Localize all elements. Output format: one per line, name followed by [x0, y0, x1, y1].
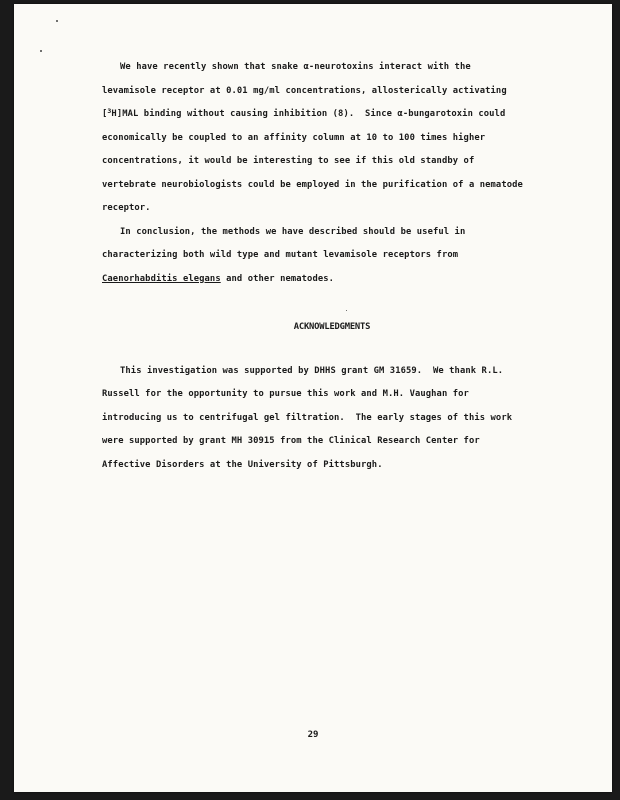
paragraph-1-line-1: We have recently shown that snake α-neurotoxins interact with the: [120, 62, 471, 72]
paragraph-2-line-3: [102, 268, 572, 292]
paragraph-1-line-5: concentrations, it would be interesting to see if this old standby of: [102, 156, 475, 166]
acknowledgments-line-4: were supported by grant MH 30915 from the Clinical Research Center for: [102, 436, 480, 446]
acknowledgments-line-2: Russell for the opportunity to pursue this work and M.H. Vaughan for: [102, 389, 469, 399]
paragraph-2-line-1: In conclusion, the methods we have described should be useful in: [120, 226, 466, 237]
acknowledgments-line-5: Affective Disorders at the University of Pittsburgh.: [102, 459, 383, 470]
acknowledgments-heading: ACKNOWLEDGMENTS: [293, 322, 371, 332]
paragraph-2-line-2: characterizing both wild type and mutant levamisole receptors from: [102, 250, 459, 260]
paragraph-2-line-3-text: and other nematodes.: [220, 273, 335, 284]
paragraph-1-line-4: economically be coupled to an affinity column at 10 to 100 times higher: [102, 132, 486, 143]
acknowledgments-line-1: This investigation was supported by DHHS grant GM 31659. We thank R.L.: [120, 365, 504, 376]
acknowledgments-line-3: introducing us to centrifugal gel filtration. The early stages of this work: [102, 412, 513, 423]
bracket-open: [: [102, 109, 108, 119]
body-text: [102, 56, 572, 477]
paragraph-1-line-2: levamisole receptor at 0.01 mg/ml concentrations, allosterically activating: [102, 85, 507, 96]
paragraph-1-line-6: vertebrate neurobiologists could be employed in the purification of a nematode: [102, 179, 523, 190]
paragraph-1-line-7: receptor.: [102, 203, 151, 213]
superscript-isotope: 3: [107, 107, 112, 115]
species-name: Caenorhabditis elegans: [102, 273, 221, 284]
paper-speck: [40, 50, 42, 52]
paragraph-1-line-3: [102, 103, 572, 127]
page-number: 29: [307, 730, 319, 740]
paper-speck: [56, 20, 58, 22]
document-page: [14, 4, 612, 792]
paragraph-1-line-3-text: H]MAL binding without causing inhibition (8). Since α-bungarotoxin could: [111, 109, 506, 119]
